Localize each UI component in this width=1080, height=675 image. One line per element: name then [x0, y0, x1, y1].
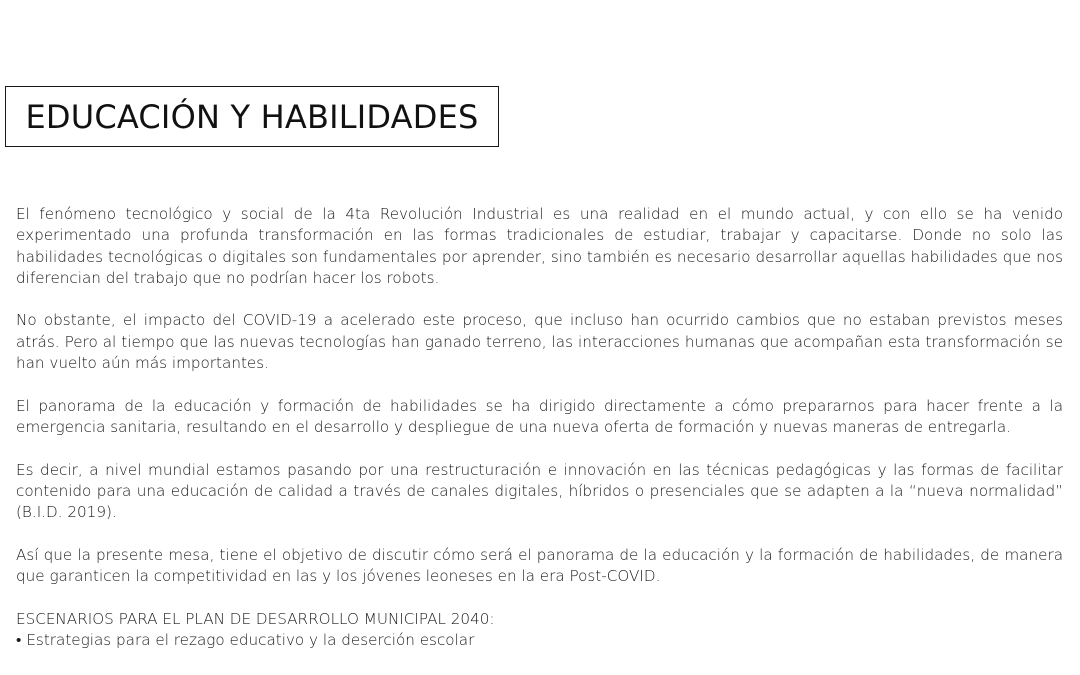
list-item: • Estrategias para el rezago educativo y la deserción escolar [16, 630, 1063, 651]
title-box [5, 86, 499, 147]
paragraph: Así que la presente mesa, tiene el objetivo de discutir cómo será el panorama de la educación y la formación de habilidades, de manera que garanticen la competitividad en las y los jóvenes leoneses en la era Post-COVID. [16, 545, 1063, 586]
paragraph: El panorama de la educación y formación de habilidades se ha dirigido directamente a cómo prepararnos para hacer frente a la emergencia sanitaria, resultando en el desarrollo y despliegue de una nueva oferta de formación y nuevas maneras de entregarla. [16, 396, 1063, 436]
scenarios-heading: ESCENARIOS PARA EL PLAN DE DESARROLLO MUNICIPAL 2040: [16, 609, 495, 628]
paragraph: El fenómeno tecnológico y social de la 4ta Revolución Industrial es una realidad en el mundo actual, y con ello se ha venido experimentado una profunda transformación en las formas tradicionales de estudiar, trabajar y capacitarse. Donde no solo las habilidades tecnológicas o digitales son fundamentales por aprender, sino también es necesario desarrollar aquellas habilidades que nos diferencian del trabajo que no podrían hacer los robots. [16, 205, 1063, 287]
scenarios-list [16, 630, 1063, 651]
page-title: EDUCACIÓN Y HABILIDADES [25, 97, 479, 136]
paragraph: Es decir, a nivel mundial estamos pasando por una restructuración e innovación en las técnicas pedagógicas y las formas de facilitar contenido para una educación de calidad a través de canales digitales, híbridos o presenciales que se adapten a la “nueva normalidad” (B.I.D. 2019). [16, 460, 1063, 522]
paragraph: No obstante, el impacto del COVID-19 a acelerado este proceso, que incluso han ocurrido cambios que no estaban previstos meses atrás. Pero al tiempo que las nuevas tecnologías han ganado terreno, las interacciones humanas que acompañan esta transformación se han vuelto aún más importantes. [16, 311, 1063, 373]
document-body [16, 204, 1063, 651]
